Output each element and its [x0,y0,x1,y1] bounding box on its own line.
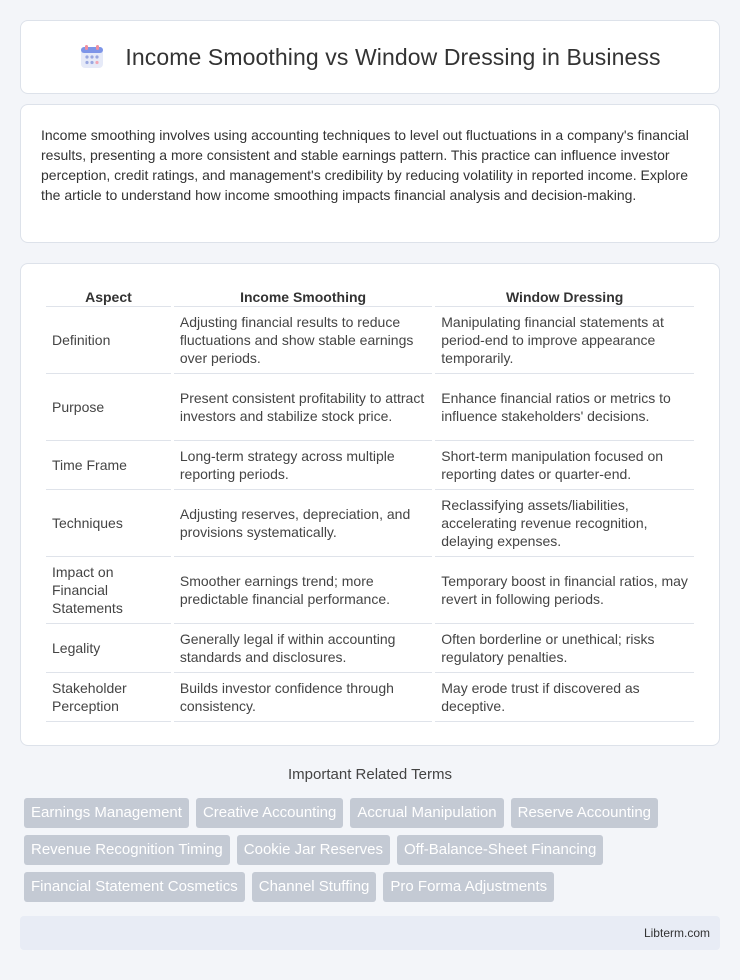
intro-text: Income smoothing involves using accounting techniques to level out fluctuations in a company's financial results, presenting a more consistent and stable earnings pattern. This practice can influence investor perception, credit ratings, and management's credibility by reducing volatility in reported income. Explore the article to understand how income smoothing impacts financial analysis and decision-making. [41,127,689,203]
table-row [46,307,694,374]
comparison-card [20,263,720,746]
comparison-table [43,284,697,722]
aspect-cell: Stakeholder Perception [46,673,171,722]
table-row [46,673,694,722]
footer [20,916,720,950]
term-tag[interactable]: Accrual Manipulation [350,798,503,828]
income-smoothing-cell: Adjusting reserves, depreciation, and provisions systematically. [174,490,432,557]
table-row [46,490,694,557]
title-card [20,20,720,94]
window-dressing-cell: Short-term manipulation focused on reporting dates or quarter-end. [435,441,694,490]
window-dressing-cell: Manipulating financial statements at period-end to improve appearance temporarily. [435,307,694,374]
term-tag[interactable]: Financial Statement Cosmetics [24,872,245,902]
intro-card [20,104,720,243]
term-tag[interactable]: Cookie Jar Reserves [237,835,390,865]
table-header-row [46,284,694,307]
tag-row [24,798,724,828]
aspect-cell: Purpose [46,374,171,441]
window-dressing-cell: May erode trust if discovered as deceptive. [435,673,694,722]
aspect-cell: Techniques [46,490,171,557]
column-header: Income Smoothing [174,284,432,307]
calendar-icon [79,44,105,70]
income-smoothing-cell: Long-term strategy across multiple reporting periods. [174,441,432,490]
income-smoothing-cell: Smoother earnings trend; more predictable financial performance. [174,557,432,624]
income-smoothing-cell: Generally legal if within accounting standards and disclosures. [174,624,432,673]
table-row [46,557,694,624]
income-smoothing-cell: Present consistent profitability to attract investors and stabilize stock price. [174,374,432,441]
aspect-cell: Definition [46,307,171,374]
term-tag[interactable]: Off-Balance-Sheet Financing [397,835,603,865]
page-title: Income Smoothing vs Window Dressing in Business [125,43,661,70]
aspect-cell: Time Frame [46,441,171,490]
column-header: Window Dressing [435,284,694,307]
table-row [46,441,694,490]
table-row [46,624,694,673]
tag-row [24,835,724,865]
window-dressing-cell: Enhance financial ratios or metrics to influence stakeholders' decisions. [435,374,694,441]
window-dressing-cell: Reclassifying assets/liabilities, accelerating revenue recognition, delaying expenses. [435,490,694,557]
column-header: Aspect [46,284,171,307]
term-tag[interactable]: Channel Stuffing [252,872,377,902]
tag-row [24,872,724,902]
term-tag[interactable]: Reserve Accounting [511,798,658,828]
related-terms-title: Important Related Terms [288,766,452,783]
footer-site-link[interactable]: Libterm.com [643,926,710,940]
window-dressing-cell: Temporary boost in financial ratios, may revert in following periods. [435,557,694,624]
income-smoothing-cell: Adjusting financial results to reduce fluctuations and show stable earnings over periods. [174,307,432,374]
income-smoothing-cell: Builds investor confidence through consistency. [174,673,432,722]
term-tag[interactable]: Pro Forma Adjustments [383,872,554,902]
window-dressing-cell: Often borderline or unethical; risks regulatory penalties. [435,624,694,673]
table-row [46,374,694,441]
term-tag[interactable]: Revenue Recognition Timing [24,835,230,865]
aspect-cell: Legality [46,624,171,673]
term-tag[interactable]: Earnings Management [24,798,189,828]
term-tag[interactable]: Creative Accounting [196,798,343,828]
aspect-cell: Impact on Financial Statements [46,557,171,624]
related-terms-list [24,798,724,909]
